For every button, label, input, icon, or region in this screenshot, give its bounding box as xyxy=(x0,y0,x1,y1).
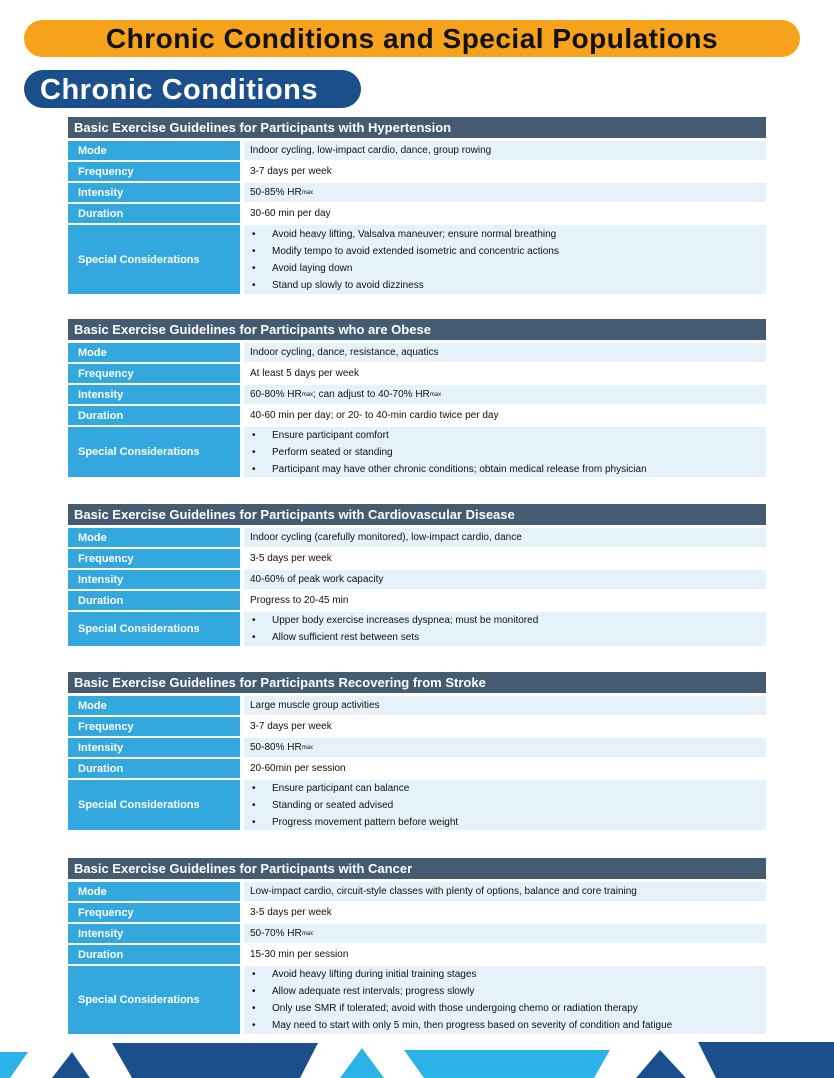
section-heading xyxy=(24,70,361,108)
footer-shape-3 xyxy=(112,1043,318,1078)
table-row-mode xyxy=(68,528,766,547)
guideline-table xyxy=(68,858,766,1036)
table-row-mode xyxy=(68,882,766,901)
table-row-frequency xyxy=(68,549,766,568)
footer-shape-5 xyxy=(404,1050,610,1078)
special-label: Special Considerations xyxy=(68,612,240,646)
frequency-label: Frequency xyxy=(68,717,240,736)
special-list xyxy=(250,226,559,294)
table-row-intensity xyxy=(68,738,766,757)
table-row-mode xyxy=(68,696,766,715)
list-item: • Only use SMR if tolerated; avoid with those undergoing chemo or radiation therapy xyxy=(250,1000,672,1017)
duration-value: 20-60min per session xyxy=(244,759,766,778)
table-title: Basic Exercise Guidelines for Participants with Cancer xyxy=(68,858,766,879)
special-value xyxy=(244,427,766,477)
list-item: • Modify tempo to avoid extended isometric and concentric actions xyxy=(250,243,559,260)
table-row-duration xyxy=(68,759,766,778)
special-value xyxy=(244,225,766,294)
intensity-value xyxy=(244,385,766,404)
list-item: • Ensure participant comfort xyxy=(250,427,647,444)
intensity-label: Intensity xyxy=(68,738,240,757)
frequency-label: Frequency xyxy=(68,903,240,922)
table-row-mode xyxy=(68,141,766,160)
frequency-value: 3-5 days per week xyxy=(244,903,766,922)
special-value xyxy=(244,966,766,1034)
table-row-duration xyxy=(68,945,766,964)
table-row-special xyxy=(68,225,766,294)
intensity-value xyxy=(244,183,766,202)
guideline-table xyxy=(68,672,766,832)
duration-value: 30-60 min per day xyxy=(244,204,766,223)
special-value xyxy=(244,612,766,646)
mode-label: Mode xyxy=(68,343,240,362)
list-item: • May need to start with only 5 min, then progress based on severity of condition and fatigue xyxy=(250,1017,672,1034)
table-row-special xyxy=(68,427,766,477)
list-item: • Perform seated or standing xyxy=(250,444,647,461)
table-row-special xyxy=(68,780,766,830)
table-title: Basic Exercise Guidelines for Participants who are Obese xyxy=(68,319,766,340)
list-item: • Allow sufficient rest between sets xyxy=(250,629,538,646)
intensity-sub2: max xyxy=(429,391,442,398)
page-title-banner xyxy=(24,20,800,57)
special-list xyxy=(250,427,647,478)
duration-label: Duration xyxy=(68,945,240,964)
list-item: • Ensure participant can balance xyxy=(250,780,458,797)
duration-value: 40-60 min per day; or 20- to 40-min cardio twice per day xyxy=(244,406,766,425)
mode-value: Indoor cycling, low-impact cardio, dance, group rowing xyxy=(244,141,766,160)
intensity-pre: 40-60% of peak work capacity xyxy=(250,574,384,585)
duration-value: Progress to 20-45 min xyxy=(244,591,766,610)
list-item: • Avoid heavy lifting during initial training stages xyxy=(250,966,672,983)
mode-label: Mode xyxy=(68,882,240,901)
table-row-intensity xyxy=(68,385,766,404)
intensity-sub: max xyxy=(301,189,314,196)
intensity-label: Intensity xyxy=(68,924,240,943)
special-value xyxy=(244,780,766,830)
intensity-post: ; can adjust to 40-70% HR xyxy=(313,389,430,400)
table-row-intensity xyxy=(68,570,766,589)
special-label: Special Considerations xyxy=(68,225,240,294)
table-row-frequency xyxy=(68,364,766,383)
list-item: • Allow adequate rest intervals; progress slowly xyxy=(250,983,672,1000)
frequency-label: Frequency xyxy=(68,364,240,383)
list-item: • Standing or seated advised xyxy=(250,797,458,814)
guideline-table xyxy=(68,117,766,296)
intensity-label: Intensity xyxy=(68,183,240,202)
duration-label: Duration xyxy=(68,406,240,425)
intensity-value xyxy=(244,570,766,589)
special-label: Special Considerations xyxy=(68,427,240,477)
frequency-label: Frequency xyxy=(68,162,240,181)
mode-label: Mode xyxy=(68,141,240,160)
table-row-intensity xyxy=(68,183,766,202)
table-row-frequency xyxy=(68,162,766,181)
page-title: Chronic Conditions and Special Populations xyxy=(105,23,719,54)
footer-shape-6 xyxy=(636,1050,686,1078)
frequency-label: Frequency xyxy=(68,549,240,568)
footer-shape-1 xyxy=(0,1052,28,1078)
table-row-intensity xyxy=(68,924,766,943)
footer-decoration xyxy=(0,1040,834,1078)
footer-shape-2 xyxy=(52,1052,90,1078)
mode-label: Mode xyxy=(68,528,240,547)
mode-value: Indoor cycling (carefully monitored), low-impact cardio, dance xyxy=(244,528,766,547)
special-list xyxy=(250,612,538,646)
mode-value: Large muscle group activities xyxy=(244,696,766,715)
intensity-pre: 50-85% HR xyxy=(250,187,302,198)
guideline-table xyxy=(68,504,766,648)
intensity-value xyxy=(244,924,766,943)
frequency-value: At least 5 days per week xyxy=(244,364,766,383)
footer-shape-4 xyxy=(340,1048,384,1078)
intensity-sub: max xyxy=(301,391,314,398)
table-title: Basic Exercise Guidelines for Participants with Cardiovascular Disease xyxy=(68,504,766,525)
list-item: • Avoid laying down xyxy=(250,260,559,277)
special-label: Special Considerations xyxy=(68,780,240,830)
intensity-sub: max xyxy=(301,930,314,937)
intensity-label: Intensity xyxy=(68,570,240,589)
duration-label: Duration xyxy=(68,759,240,778)
table-row-special xyxy=(68,966,766,1034)
mode-value: Low-impact cardio, circuit-style classes with plenty of options, balance and core training xyxy=(244,882,766,901)
frequency-value: 3-7 days per week xyxy=(244,717,766,736)
table-row-duration xyxy=(68,406,766,425)
frequency-value: 3-7 days per week xyxy=(244,162,766,181)
intensity-pre: 50-70% HR xyxy=(250,928,302,939)
table-row-duration xyxy=(68,591,766,610)
list-item: • Upper body exercise increases dyspnea; must be monitored xyxy=(250,612,538,629)
mode-value: Indoor cycling, dance, resistance, aquatics xyxy=(244,343,766,362)
section-title: Chronic Conditions xyxy=(40,74,319,106)
table-title: Basic Exercise Guidelines for Participants Recovering from Stroke xyxy=(68,672,766,693)
table-row-mode xyxy=(68,343,766,362)
frequency-value: 3-5 days per week xyxy=(244,549,766,568)
special-list xyxy=(250,966,672,1034)
table-row-frequency xyxy=(68,903,766,922)
intensity-value xyxy=(244,738,766,757)
table-row-duration xyxy=(68,204,766,223)
special-label: Special Considerations xyxy=(68,966,240,1034)
table-title: Basic Exercise Guidelines for Participants with Hypertension xyxy=(68,117,766,138)
footer-shape-7 xyxy=(698,1042,834,1078)
list-item: • Progress movement pattern before weight xyxy=(250,814,458,831)
guideline-table xyxy=(68,319,766,479)
special-list xyxy=(250,780,458,831)
list-item: • Avoid heavy lifting, Valsalva maneuver; ensure normal breathing xyxy=(250,226,559,243)
mode-label: Mode xyxy=(68,696,240,715)
intensity-pre: 60-80% HR xyxy=(250,389,302,400)
intensity-label: Intensity xyxy=(68,385,240,404)
list-item: • Stand up slowly to avoid dizziness xyxy=(250,277,559,294)
duration-label: Duration xyxy=(68,204,240,223)
table-row-special xyxy=(68,612,766,646)
intensity-sub: max xyxy=(301,744,314,751)
duration-label: Duration xyxy=(68,591,240,610)
duration-value: 15-30 min per session xyxy=(244,945,766,964)
table-row-frequency xyxy=(68,717,766,736)
list-item: • Participant may have other chronic conditions; obtain medical release from physician xyxy=(250,461,647,478)
intensity-pre: 50-80% HR xyxy=(250,742,302,753)
